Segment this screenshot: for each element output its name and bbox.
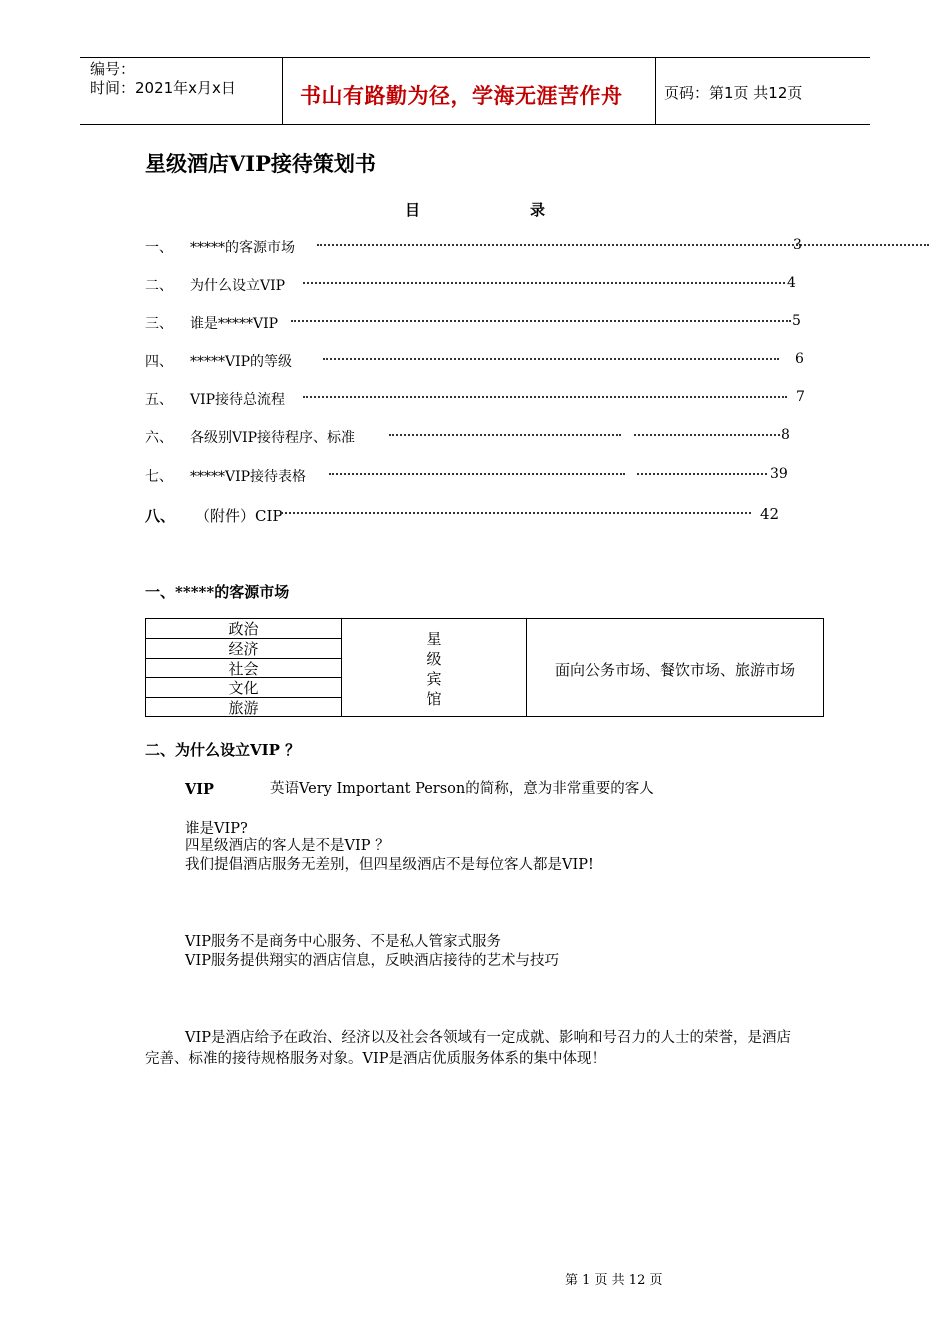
header-bottom-rule: [80, 124, 870, 125]
toc-leader-dots: [291, 320, 791, 322]
toc-item-page: 5: [792, 313, 801, 329]
toc-item-text: *****VIP的等级: [190, 354, 293, 370]
toc-item-page: 3: [793, 237, 802, 253]
toc-item-page: 42: [760, 505, 780, 523]
service-line: VIP服务提供翔实的酒店信息，反映酒店接待的艺术与技巧: [185, 953, 559, 969]
toc-item-page: 7: [796, 389, 805, 405]
toc-heading-right: 录: [530, 201, 546, 219]
toc-item[interactable]: [145, 466, 805, 486]
toc-item-number: 七、: [145, 469, 173, 485]
star-hotel-char: 馆: [426, 690, 442, 708]
toc-item-number: 三、: [145, 316, 173, 332]
toc-leader-dots: [303, 282, 785, 284]
toc-leader-dots: [323, 358, 779, 360]
header-page-info: 页码：第1页 共12页: [664, 84, 803, 102]
toc-item-number: 四、: [145, 354, 173, 370]
question-line: 我们提倡酒店服务无差别，但四星级酒店不是每位客人都是VIP!: [185, 857, 594, 873]
document-title: 星级酒店VIP接待策划书: [145, 151, 376, 176]
vip-definition: 英语Very Important Person的简称，意为非常重要的客人: [270, 781, 654, 797]
header-time-label: 时间：2021年x月x日: [90, 79, 236, 97]
toc-item-text: 各级别VIP接待程序、标准: [190, 430, 356, 446]
toc-item[interactable]: [145, 237, 805, 257]
question-line: 谁是VIP?: [185, 821, 248, 837]
toc-item-page: 4: [787, 275, 796, 291]
market-cell: 面向公务市场、餐饮市场、旅游市场: [554, 661, 795, 679]
toc-item[interactable]: [145, 313, 805, 333]
source-market-table: [145, 618, 824, 717]
star-hotel-char: 宾: [426, 670, 442, 688]
toc-item-text: *****VIP接待表格: [190, 469, 307, 485]
question-line: 四星级酒店的客人是不是VIP ？: [185, 838, 390, 854]
header-divider-2: [655, 57, 656, 124]
toc-item-text: VIP接待总流程: [190, 392, 286, 408]
service-line: VIP服务不是商务中心服务、不是私人管家式服务: [185, 934, 501, 950]
toc-leader-dots: [329, 473, 625, 475]
table-cell: 社会: [146, 659, 341, 679]
star-hotel-char: 星: [426, 630, 442, 648]
toc-item-text: 为什么设立VIP: [190, 278, 286, 294]
toc-leader-dots: [303, 396, 787, 398]
toc-item-text: （附件）CIP: [195, 507, 283, 525]
star-hotel-cell: [342, 629, 526, 709]
toc-leader-dots: [637, 473, 767, 475]
toc-heading-left: 目: [405, 201, 421, 219]
toc-item[interactable]: [145, 505, 805, 525]
toc-leader-dots: [317, 244, 929, 246]
toc-item-number: 六、: [145, 430, 173, 446]
table-cell: 政治: [146, 619, 341, 639]
toc-item-text: 谁是*****VIP: [190, 316, 279, 332]
toc-item[interactable]: [145, 275, 805, 295]
toc-leader-dots: [281, 512, 751, 514]
toc-item-text: *****的客源市场: [190, 240, 295, 256]
star-hotel-char: 级: [426, 650, 442, 668]
header-number-label: 编号：: [90, 60, 136, 78]
toc-item-page: 6: [795, 351, 804, 367]
table-cell: 旅游: [228, 699, 259, 718]
toc-item-number: 一、: [145, 240, 173, 256]
toc-item[interactable]: [145, 427, 805, 447]
toc-item-page: 39: [770, 466, 788, 482]
table-cell: 文化: [146, 678, 341, 698]
closing-paragraph: VIP是酒店给予在政治、经济以及社会各领域有一定成就、影响和号召力的人士的荣誉，是酒店完善、标准的接待规格服务对象。VIP是酒店优质服务体系的集中体现！: [145, 1030, 791, 1067]
page-footer: 第 1 页 共 12 页: [565, 1273, 663, 1288]
vip-label: VIP: [185, 781, 214, 798]
table-cell: 经济: [146, 639, 341, 659]
toc-item[interactable]: [145, 351, 805, 371]
toc-item-number: 八、: [145, 507, 176, 525]
section-title: 二、为什么设立VIP ？: [145, 741, 301, 759]
toc-item-page: 8: [781, 427, 790, 443]
header-slogan: 书山有路勤为径，学海无涯苦作舟: [300, 84, 623, 108]
toc-leader-dots: [634, 434, 780, 436]
header-divider-1: [282, 57, 283, 124]
header-top-rule: [80, 57, 870, 58]
toc-item-number: 五、: [145, 392, 173, 408]
toc-item-number: 二、: [145, 278, 173, 294]
section-title: 一、*****的客源市场: [145, 583, 290, 601]
toc-leader-dots: [389, 434, 621, 436]
toc-item[interactable]: [145, 389, 805, 409]
